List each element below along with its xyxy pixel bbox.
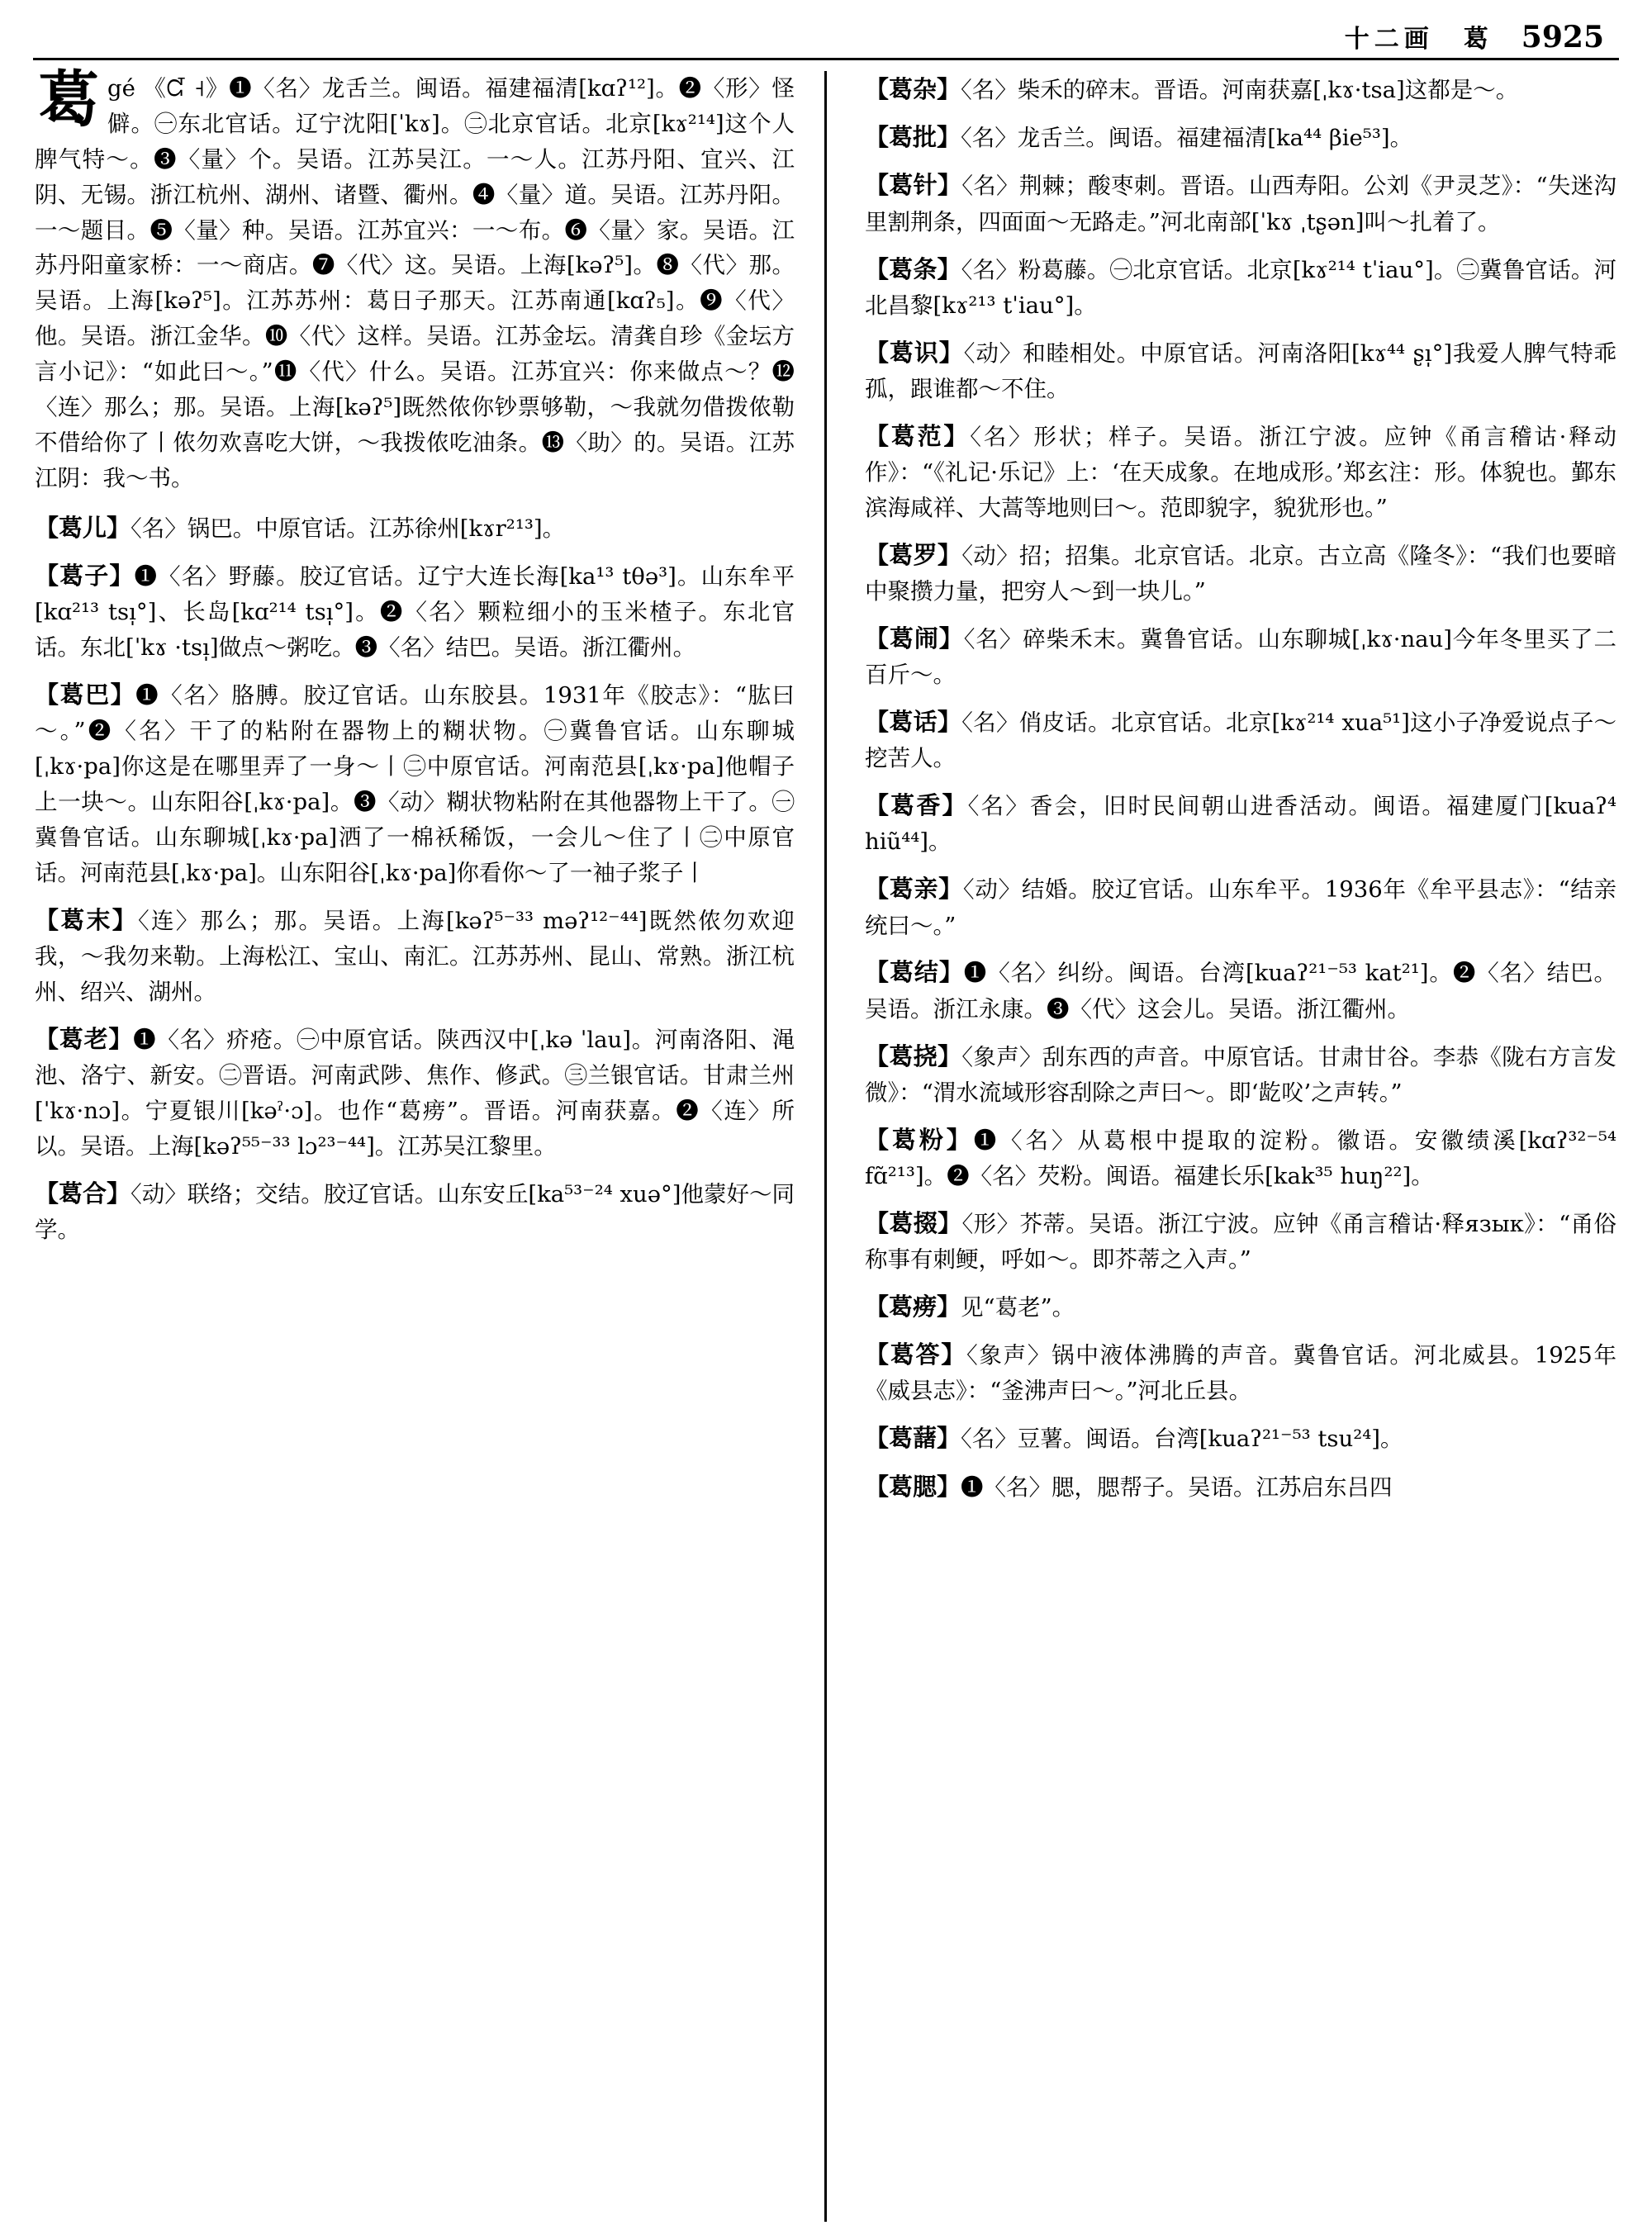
- entry-ge-duo: [865, 1205, 1616, 1278]
- entry-headword: 【葛亲】: [865, 875, 963, 904]
- entry-ge-shi: [865, 334, 1616, 407]
- entry-body: 〈动〉和睦相处。中原官话。河南洛阳[kɤ⁴⁴ ʂı̩°]我爱人脾气特乖孤，跟谁都～不住。: [865, 339, 1616, 402]
- entry-headword: 【葛闹】: [865, 624, 964, 652]
- entry-headword: 【葛识】: [865, 338, 964, 367]
- entry-ge-pi: [865, 119, 1616, 156]
- entry-headword: 【葛杂】: [865, 75, 961, 103]
- entry-body: 〈名〉碎柴禾末。冀鲁官话。山东聊城[ˌkɤ·nau]今年冬里买了二百斤～。: [865, 625, 1616, 689]
- entry-ge-sai: [865, 1468, 1616, 1506]
- entry-body: 〈名〉形状；样子。吴语。浙江宁波。应钟《甬言稽诂·释动作》：“《礼记·乐记》上：‘在天成象。在地成形。’郑玄注：形。体貌也。鄞东滨海咸祥、大蒿等地则曰～。范即貌字，貌犹形也。”: [865, 423, 1616, 521]
- entry-headword: 【葛话】: [865, 708, 962, 737]
- main-headword: 葛: [38, 64, 99, 135]
- entry-body: ❶〈名〉纠纷。闽语。台湾[kuaʔ²¹⁻⁵³ kat²¹]。❷〈名〉结巴。吴语。浙江永康。❸〈代〉这会儿。吴语。浙江衢州。: [865, 960, 1616, 1022]
- entry-body: 〈连〉那么；那。吴语。上海[kəʔ⁵⁻³³ məʔ¹²⁻⁴⁴]既然侬勿欢迎我，～我勿来勒。上海松江、宝山、南汇。江苏苏州、昆山、常熟。浙江杭州、绍兴、湖州。: [35, 907, 795, 1005]
- entry-ge-zi: [35, 558, 795, 666]
- entry-ge-xiang: [865, 787, 1616, 860]
- entry-body: 〈名〉柴禾的碎末。晋语。河南获嘉[ˌkɤ·tsa]这都是～。: [961, 77, 1519, 103]
- entry-ge-luo: [865, 537, 1616, 610]
- entry-ge-jie: [865, 954, 1616, 1027]
- entry-headword: 【葛合】: [35, 1179, 131, 1208]
- column-left: [35, 64, 819, 2222]
- header-rule: [33, 58, 1619, 60]
- entry-headword: 【葛掇】: [865, 1208, 962, 1237]
- entry-ge-fan: [865, 418, 1616, 526]
- entry-ge-hua: [865, 704, 1616, 776]
- entry-ge-qin: [865, 871, 1616, 943]
- entry-body: 〈名〉荆棘；酸枣刺。晋语。山西寿阳。公刘《尹灵芝》：“失迷沟里割荆条，四面面～无路走。”河北南部[ˈkɤ ˌtʂən]叫～扎着了。: [865, 173, 1616, 235]
- entry-ge-lao2: [865, 1288, 1616, 1326]
- entry-ge-nao: [865, 620, 1616, 693]
- entry-ge-zhu: [865, 1420, 1616, 1457]
- entry-ge-da: [865, 1336, 1616, 1409]
- entry-body: 〈名〉龙舌兰。闽语。福建福清[ka⁴⁴ βie⁵³]。: [961, 125, 1413, 152]
- running-head: 十二画 葛: [1344, 25, 1493, 54]
- entry-ge-fen: [865, 1122, 1616, 1194]
- entry-headword: 【葛巴】: [35, 680, 136, 709]
- entry-body: 〈名〉锅巴。中原官话。江苏徐州[kɤr²¹³]。: [131, 515, 566, 542]
- entry-body: 〈名〉俏皮话。北京官话。北京[kɤ²¹⁴ xua⁵¹]这小子净爱说点子～挖苦人。: [865, 709, 1616, 772]
- entry-headword: 【葛针】: [865, 171, 962, 200]
- entry-headword: 【葛腮】: [865, 1472, 961, 1501]
- entry-body: 〈象声〉锅中液体沸腾的声音。冀鲁官话。河北威县。1925年《威县志》：“釜沸声曰～。”河北丘县。: [865, 1342, 1616, 1405]
- entry-headword: 【葛罗】: [865, 540, 962, 569]
- entry-ge-main: [35, 64, 795, 496]
- entry-ge-tiao: [865, 251, 1616, 324]
- entry-body: ❶〈名〉胳膊。胶辽官话。山东胶县。1931年《胶志》：“肱曰～。”❷〈名〉干了的粘附在器物上的糊状物。㊀冀鲁官话。山东聊城[ˌkɤ·pa]你这是在哪里弄了一身～丨㊁中原官话。河南范县[ˌkɤ·pa]他帽子上一块～。山东阳谷[ˌkɤ·pa]。❸〈动〉糊状物粘附在其他器物上干了。㊀冀鲁官话。山东聊城[ˌkɤ·pa]洒了一棉袄稀饭，一会儿～住了丨㊁中原官话。河南范县[ˌkɤ·pa]。山东阳谷[ˌkɤ·pa]你看你～了一袖子浆子丨: [35, 681, 795, 886]
- entry-ge-he: [35, 1175, 795, 1248]
- entry-headword: 【葛结】: [865, 958, 964, 987]
- entry-body: 〈象声〉刮东西的声音。中原官话。甘肃甘谷。李恭《陇右方言发微》：“渭水流域形容刮除之声曰～。即‘龁㕮’之声转。”: [865, 1043, 1616, 1106]
- entry-headword: 【葛范】: [865, 421, 971, 450]
- entry-ge-er: [35, 510, 795, 547]
- entry-headword: 【葛藷】: [865, 1424, 961, 1453]
- page-number: 5925: [1521, 20, 1604, 55]
- entry-ge-ba: [35, 676, 795, 891]
- entry-headword: 【葛答】: [865, 1340, 966, 1369]
- entry-body: 〈动〉联络；交结。胶辽官话。山东安丘[ka⁵³⁻²⁴ xuə°]他蒙好～同学。: [35, 1180, 795, 1243]
- entry-body: 〈名〉豆薯。闽语。台湾[kuaʔ²¹⁻⁵³ tsu²⁴]。: [961, 1426, 1403, 1453]
- entry-ge-lao: [35, 1021, 795, 1165]
- entry-headword: 【葛香】: [865, 791, 968, 820]
- entry-body: 〈名〉香会，旧时民间朝山进香活动。闽语。福建厦门[kuaʔ⁴ hiũ⁴⁴]。: [865, 793, 1616, 856]
- entry-body: 见“葛老”。: [961, 1293, 1075, 1321]
- entry-headword: 【葛痨】: [865, 1292, 961, 1321]
- entry-body: ❶〈名〉野藤。胶辽官话。辽宁大连长海[ka¹³ tθə³]。山东牟平[kɑ²¹³ tsı̩°]、长岛[kɑ²¹⁴ tsı̩°]。❷〈名〉颗粒细小的玉米楂子。东北官话。东北[ˈkɤ ·tsı̩]做点～粥吃。❸〈名〉结巴。吴语。浙江衢州。: [35, 562, 795, 662]
- entry-headword: 【葛老】: [35, 1024, 134, 1053]
- entry-headword: 【葛儿】: [35, 513, 131, 542]
- column-divider: [824, 71, 827, 2222]
- entry-body: gé 《ᘹ ˧》❶〈名〉龙舌兰。闽语。福建福清[kɑʔ¹²]。❷〈形〉怪僻。㊀东北官话。辽宁沈阳[ˈkɤ]。㊁北京官话。北京[kɤ²¹⁴]这个人脾气特～。❸〈量〉个。吴语。江苏吴江。一～人。江苏丹阳、宜兴、江阴、无锡。浙江杭州、湖州、诸暨、衢州。❹〈量〉道。吴语。江苏丹阳。一～题目。❺〈量〉种。吴语。江苏宜兴：一～布。❻〈量〉家。吴语。江苏丹阳童家桥：一～商店。❼〈代〉这。吴语。上海[kəʔ⁵]。❽〈代〉那。吴语。上海[kəʔ⁵]。江苏苏州：葛日子那天。江苏南通[kɑʔ₅]。❾〈代〉他。吴语。浙江金华。❿〈代〉这样。吴语。江苏金坛。清龚自珍《金坛方言小记》：“如此曰～。”⓫〈代〉什么。吴语。江苏宜兴：你来做点～？⓬〈连〉那么；那。吴语。上海[kəʔ⁵]既然侬你钞票够勒，～我就勿借拨侬勒不借给你了丨侬勿欢喜吃大饼，～我拨侬吃油条。⓭〈助〉的。吴语。江苏江阴：我～书。: [35, 75, 795, 491]
- text-columns: [35, 64, 1617, 2222]
- entry-headword: 【葛粉】: [865, 1125, 974, 1154]
- page-header: [1345, 18, 1604, 55]
- entry-ge-zhen: [865, 167, 1616, 240]
- entry-ge-wan: [865, 1038, 1616, 1111]
- column-right: [832, 71, 1616, 2222]
- entry-ge-mo: [35, 902, 795, 1010]
- entry-body: 〈名〉粉葛藤。㊀北京官话。北京[kɤ²¹⁴ tˈiau°]。㊁冀鲁官话。河北昌黎[kɤ²¹³ tˈiau°]。: [865, 256, 1616, 319]
- entry-body: ❶〈名〉从葛根中提取的淀粉。徽语。安徽绩溪[kɑʔ³²⁻⁵⁴ fɑ̃²¹³]。❷〈名〉芡粉。闽语。福建长乐[kak³⁵ huŋ²²]。: [865, 1127, 1616, 1189]
- entry-body: 〈动〉结婚。胶辽官话。山东牟平。1936年《牟平县志》：“结亲统曰～。”: [865, 876, 1616, 939]
- entry-headword: 【葛末】: [35, 905, 139, 934]
- entry-body: ❶〈名〉腮，腮帮子。吴语。江苏启东吕四: [961, 1473, 1393, 1501]
- entry-body: ❶〈名〉疥疮。㊀中原官话。陕西汉中[ˌkə ˈlau]。河南洛阳、渑池、洛宁、新安。㊁晋语。河南武陟、焦作、修武。㊂兰银官话。甘肃兰州[ˈkɤ·nɔ]。宁夏银川[kəˀ·ɔ]。也作“葛痨”。晋语。河南获嘉。❷〈连〉所以。吴语。上海[kəʔ⁵⁵⁻³³ lɔ²³⁻⁴⁴]。江苏吴江黎里。: [35, 1026, 795, 1160]
- entry-body: 〈形〉芥蒂。吴语。浙江宁波。应钟《甬言稽诂·释язык》：“甬俗称事有刺鲠，呼如～。即芥蒂之入声。”: [865, 1210, 1616, 1274]
- entry-headword: 【葛子】: [35, 561, 135, 590]
- entry-headword: 【葛条】: [865, 254, 961, 283]
- entry-body: 〈动〉招；招集。北京官话。北京。古立高《隆冬》：“我们也要暗中聚攒力量，把穷人～到一块儿。”: [865, 542, 1616, 605]
- entry-ge-za: [865, 71, 1616, 108]
- entry-headword: 【葛批】: [865, 123, 961, 152]
- entry-headword: 【葛挠】: [865, 1041, 962, 1070]
